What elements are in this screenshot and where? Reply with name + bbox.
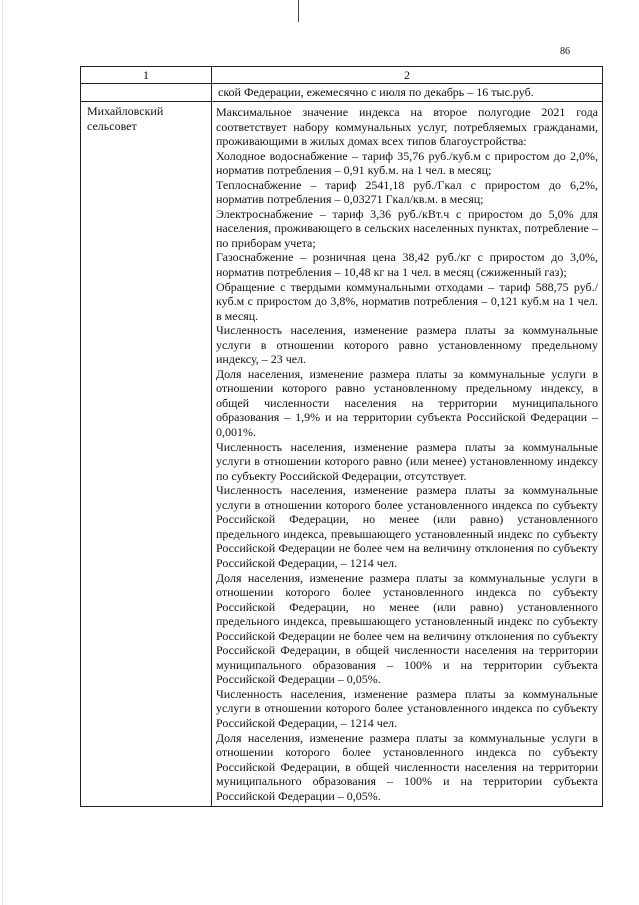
- paragraph-solid-waste: Обращение с твердыми коммунальными отходами – тариф 588,75 руб./куб.м с приростом до 3,8%, норматив потребления – 0,121 куб.м на 1 чел. в месяц.: [216, 279, 598, 323]
- paragraph-population-equal-limit: Численность населения, изменение размера платы за коммунальные услуги в отношении которого равно установленному предельному индексу, – 23 чел.: [216, 323, 598, 367]
- document-table: [80, 66, 603, 807]
- continuation-cell-2: [212, 84, 603, 102]
- scan-edge: [2, 0, 3, 905]
- municipality-cell: [81, 102, 212, 807]
- paragraph-gas: Газоснабжение – розничная цена 38,42 руб./кг с приростом до 3,0%, норматив потребления – 10,48 кг на 1 чел. в месяц (сжиженный газ);: [216, 250, 598, 280]
- continuation-text: ской Федерации, ежемесячно с июля по декабрь – 16 тыс.руб.: [218, 85, 534, 99]
- paragraph-population-above-index: Численность населения, изменение размера платы за коммунальные услуги в отношении которого более установленного индекса по субъекту Российской Федерации, – 1214 чел.: [216, 686, 598, 730]
- municipality-name: Михайловский сельсовет: [87, 104, 164, 133]
- paragraph-share-above-index: Доля населения, изменение размера платы за коммунальные услуги в отношении которого более установленного индекса по субъекту Российской Федерации, в общей численности населения на территории муниципального образования – 100% и на территории субъекта Российской Федерации – 0,05%.: [216, 730, 598, 803]
- paragraph-list: [216, 102, 598, 806]
- paragraph-heating: Теплоснабжение – тариф 2541,18 руб./Гкал с приростом до 6,2%, норматив потребления – 0,03271 Гкал/кв.м. в месяц;: [216, 177, 598, 207]
- page-number: 86: [560, 46, 570, 57]
- paragraph-cold-water: Холодное водоснабжение – тариф 35,76 руб./куб.м с приростом до 2,0%, норматив потребления – 0,91 куб.м. на 1 чел. в месяц;: [216, 148, 598, 178]
- paragraph-share-equal-limit: Доля населения, изменение размера платы за коммунальные услуги в отношении которого равно установленному предельному индексу, в общей численности населения на территории муниципального образования – 1,9% и на территории субъекта Российской Федерации – 0,001%.: [216, 366, 598, 440]
- paragraph-electricity: Электроснабжение – тариф 3,36 руб./кВт.ч с приростом до 5,0% для населения, проживающего в сельских населенных пунктах, потребление – по приборам учета;: [216, 206, 598, 250]
- paragraph-population-below-index: Численность населения, изменение размера платы за коммунальные услуги в отношении которого равно (или менее) установленному индексу по субъекту Российской Федерации, отсутствует.: [216, 439, 598, 483]
- margin-stub-line: [298, 0, 299, 22]
- column-header-1: 1: [81, 67, 212, 84]
- continuation-row: [81, 84, 603, 102]
- paragraph-index-summary: Максимальное значение индекса на второе полугодие 2021 года соответствует набору коммунальных услуг, потребляемых гражданами, проживающими в жилых домах всех типов благоустройства:: [216, 105, 598, 149]
- table-row: [81, 102, 603, 807]
- paragraph-share-between-indexes: Доля населения, изменение размера платы за коммунальные услуги в отношении которого более установленного индекса по субъекту Российской Федерации, но менее (или равно) установленного предельного индекса, превышающего установленный индекс по субъекту Российской Федерации не более чем на величину отклонения по субъекту Российской Федерации, в общей численности населения на территории муниципального образования – 100% и на территории субъекта Российской Федерации – 0,05%.: [216, 570, 598, 687]
- column-header-2: 2: [212, 67, 603, 84]
- paragraph-population-between-indexes: Численность населения, изменение размера платы за коммунальные услуги в отношении которого более установленного индекса по субъекту Российской Федерации, но менее (или равно) установленного предельного индекса, превышающего установленный индекс по субъекту Российской Федерации не более чем на величину отклонения по субъекту Российской Федерации, – 1214 чел.: [216, 483, 598, 570]
- description-cell: [212, 102, 603, 807]
- table-header-row: [81, 67, 603, 84]
- continuation-cell-1: [81, 84, 212, 102]
